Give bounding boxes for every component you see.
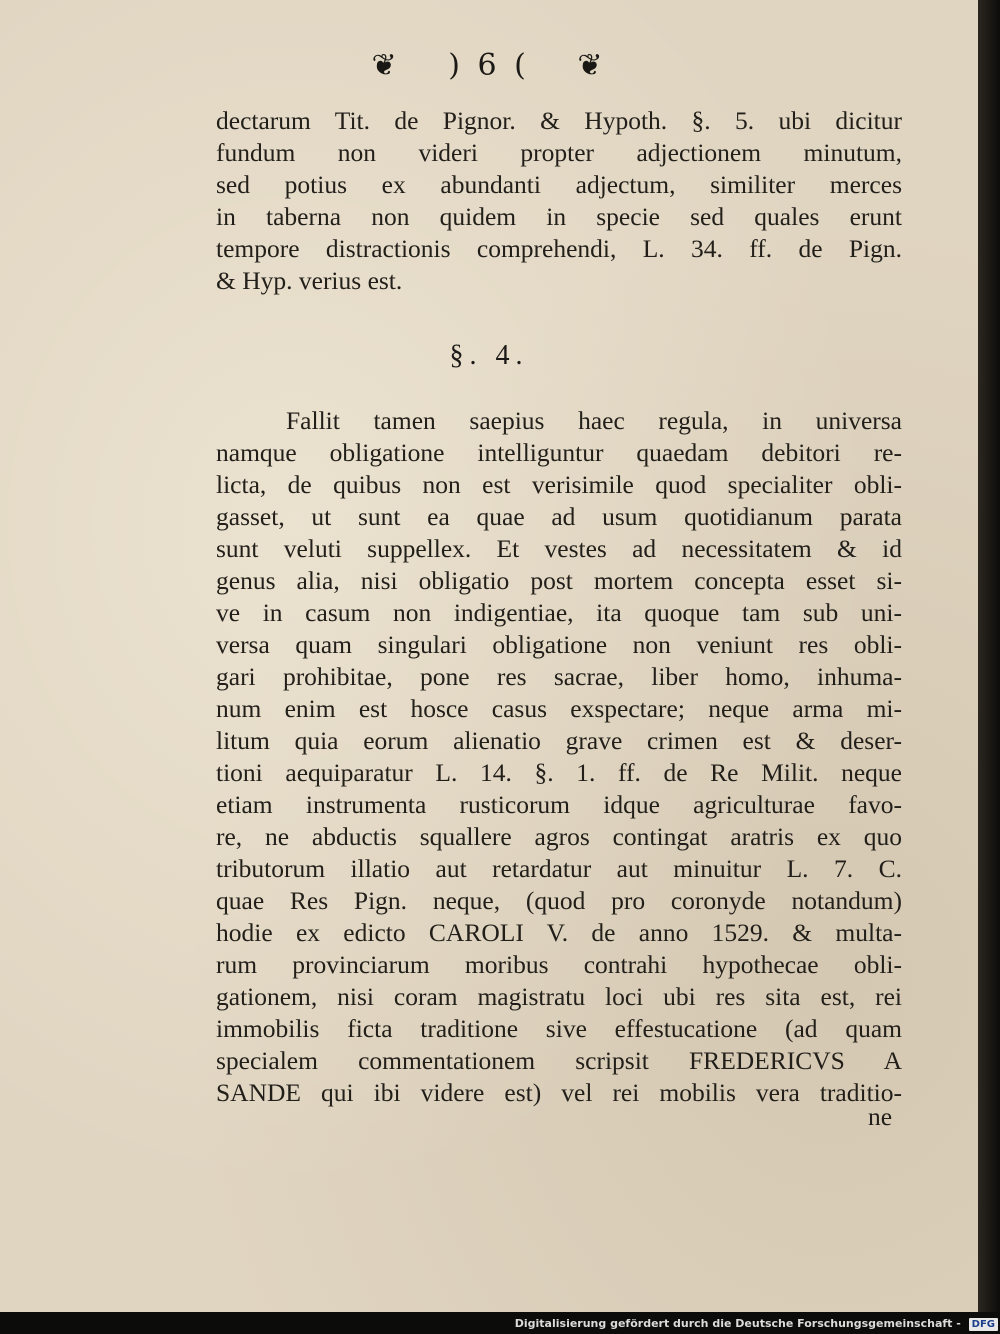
text-line: dectarum Tit. de Pignor. & Hypoth. §. 5. ubi dicitur bbox=[216, 106, 902, 135]
text-line: versa quam singulari obligatione non veniunt res obli- bbox=[216, 630, 902, 659]
digitization-footer bbox=[0, 1314, 998, 1334]
catchword: ne bbox=[868, 1102, 893, 1131]
text-line: Fallit tamen saepius haec regula, in universa bbox=[286, 406, 902, 435]
text-line: re, ne abductis squallere agros contingat aratris ex quo bbox=[216, 822, 902, 851]
text-line: immobilis ficta traditione sive effestucatione (ad quam bbox=[216, 1014, 902, 1043]
scan-edge bbox=[978, 0, 1000, 1312]
text-line: sunt veluti suppellex. Et vestes ad necessitatem & id bbox=[216, 534, 902, 563]
text-line: ve in casum non indigentiae, ita quoque tam sub uni- bbox=[216, 598, 902, 627]
text-line: namque obligatione intelliguntur quaedam debitori re- bbox=[216, 438, 902, 467]
text-line: in taberna non quidem in specie sed quales erunt bbox=[216, 202, 902, 231]
text-line: tributorum illatio aut retardatur aut minuitur L. 7. C. bbox=[216, 854, 902, 883]
text-line: sed potius ex abundanti adjectum, similiter merces bbox=[216, 170, 902, 199]
text-line: rum provinciarum moribus contrahi hypothecae obli- bbox=[216, 950, 902, 979]
text-line: tempore distractionis comprehendi, L. 34. ff. de Pign. bbox=[216, 234, 902, 263]
text-line: litum quia eorum alienatio grave crimen est & deser- bbox=[216, 726, 902, 755]
text-line: licta, de quibus non est verisimile quod specialiter obli- bbox=[216, 470, 902, 499]
paragraph-continuation bbox=[216, 105, 902, 297]
text-line: fundum non videri propter adjectionem minutum, bbox=[216, 138, 902, 167]
text-line: & Hyp. verius est. bbox=[216, 266, 403, 295]
paragraph-section-4 bbox=[216, 405, 902, 1109]
text-line: num enim est hosce casus exspectare; neque arma mi- bbox=[216, 694, 902, 723]
text-line: hodie ex edicto CAROLI V. de anno 1529. & multa- bbox=[216, 918, 902, 947]
text-line: gasset, ut sunt ea quae ad usum quotidianum parata bbox=[216, 502, 902, 531]
text-line: genus alia, nisi obligatio post mortem concepta esset si- bbox=[216, 566, 902, 595]
dfg-logo-icon: DFG bbox=[969, 1318, 998, 1331]
page-header bbox=[0, 48, 978, 83]
text-line: tioni aequiparatur L. 14. §. 1. ff. de Re Milit. neque bbox=[216, 758, 902, 787]
text-line: gationem, nisi coram magistratu loci ubi res sita est, rei bbox=[216, 982, 902, 1011]
footer-text: Digitalisierung gefördert durch die Deutsche Forschungsgemeinschaft - bbox=[514, 1317, 961, 1330]
section-heading: §. 4. bbox=[449, 340, 529, 371]
text-line: specialem commentationem scripsit FREDERICVS A bbox=[216, 1046, 902, 1075]
text-line: etiam instrumenta rusticorum idque agriculturae favo- bbox=[216, 790, 902, 819]
text-line: quae Res Pign. neque, (quod pro coronyde notandum) bbox=[216, 886, 902, 915]
text-line: gari prohibitae, pone res sacrae, liber homo, inhuma- bbox=[216, 662, 902, 691]
page-number: ) 6 ( bbox=[448, 48, 530, 83]
text-line: SANDE qui ibi videre est) vel rei mobilis vera traditio- bbox=[216, 1078, 902, 1107]
left-ornament-icon: ❦ bbox=[371, 48, 401, 83]
right-ornament-icon: ❦ bbox=[577, 48, 607, 83]
